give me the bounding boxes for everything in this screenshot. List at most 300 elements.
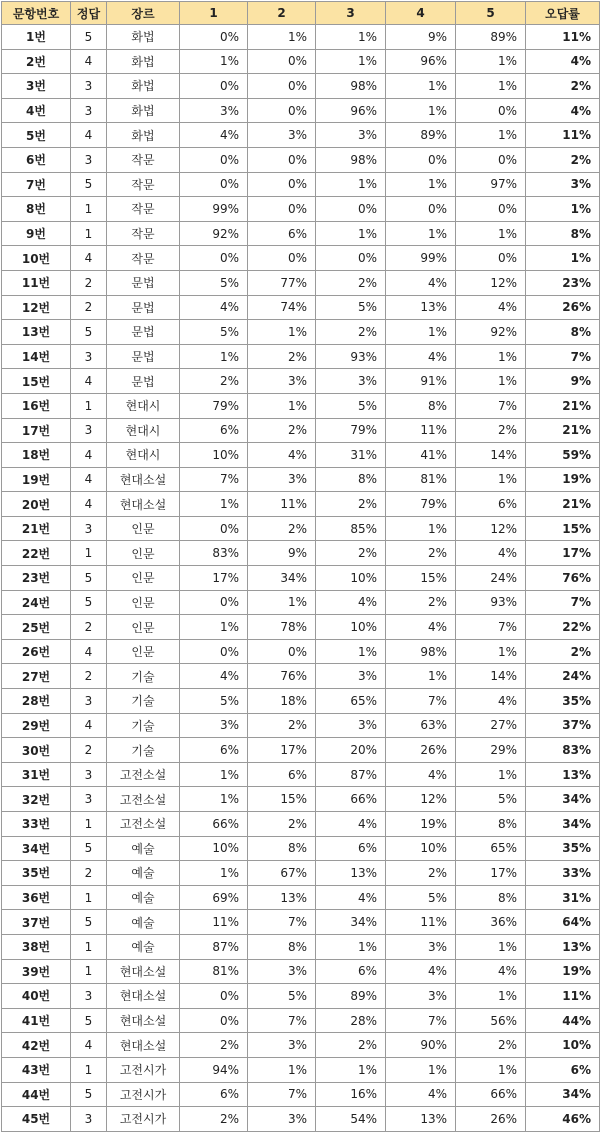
choice-2-rate: 1% xyxy=(248,320,316,345)
choice-3-rate: 2% xyxy=(316,492,386,517)
genre-cell: 현대소설 xyxy=(107,1033,180,1058)
error-rate: 37% xyxy=(526,713,600,738)
choice-2-rate: 3% xyxy=(248,123,316,148)
choice-5-rate: 4% xyxy=(456,295,526,320)
genre-cell: 현대소설 xyxy=(107,959,180,984)
answer-cell: 2 xyxy=(71,270,107,295)
question-number: 31번 xyxy=(2,762,71,787)
header-choice-1: 1 xyxy=(180,2,248,25)
choice-3-rate: 66% xyxy=(316,787,386,812)
genre-cell: 현대시 xyxy=(107,443,180,468)
header-question-number: 문항번호 xyxy=(2,2,71,25)
answer-cell: 5 xyxy=(71,1008,107,1033)
error-rate: 21% xyxy=(526,418,600,443)
question-number: 24번 xyxy=(2,590,71,615)
header-choice-2: 2 xyxy=(248,2,316,25)
table-row xyxy=(2,49,600,74)
question-number: 6번 xyxy=(2,147,71,172)
choice-2-rate: 0% xyxy=(248,74,316,99)
table-row xyxy=(2,861,600,886)
choice-2-rate: 2% xyxy=(248,812,316,837)
answer-cell: 1 xyxy=(71,197,107,222)
answer-cell: 1 xyxy=(71,812,107,837)
choice-4-rate: 26% xyxy=(386,738,456,763)
question-number: 21번 xyxy=(2,516,71,541)
genre-cell: 인문 xyxy=(107,639,180,664)
error-rate: 83% xyxy=(526,738,600,763)
question-number: 45번 xyxy=(2,1107,71,1132)
genre-cell: 작문 xyxy=(107,147,180,172)
question-number: 37번 xyxy=(2,910,71,935)
choice-3-rate: 0% xyxy=(316,246,386,271)
choice-2-rate: 2% xyxy=(248,344,316,369)
error-rate: 1% xyxy=(526,197,600,222)
choice-2-rate: 3% xyxy=(248,1107,316,1132)
answer-cell: 1 xyxy=(71,393,107,418)
choice-2-rate: 1% xyxy=(248,1057,316,1082)
choice-4-rate: 4% xyxy=(386,959,456,984)
header-genre: 장르 xyxy=(107,2,180,25)
table-row xyxy=(2,270,600,295)
table-row xyxy=(2,885,600,910)
choice-4-rate: 3% xyxy=(386,934,456,959)
choice-2-rate: 2% xyxy=(248,418,316,443)
answer-cell: 3 xyxy=(71,147,107,172)
answer-cell: 3 xyxy=(71,1107,107,1132)
choice-5-rate: 1% xyxy=(456,762,526,787)
question-number: 8번 xyxy=(2,197,71,222)
choice-5-rate: 4% xyxy=(456,541,526,566)
error-rate: 11% xyxy=(526,984,600,1009)
choice-5-rate: 36% xyxy=(456,910,526,935)
choice-2-rate: 0% xyxy=(248,172,316,197)
genre-cell: 작문 xyxy=(107,172,180,197)
table-row xyxy=(2,1082,600,1107)
answer-cell: 1 xyxy=(71,1057,107,1082)
choice-1-rate: 92% xyxy=(180,221,248,246)
choice-4-rate: 1% xyxy=(386,74,456,99)
genre-cell: 작문 xyxy=(107,197,180,222)
table-row xyxy=(2,418,600,443)
choice-5-rate: 4% xyxy=(456,689,526,714)
question-number: 35번 xyxy=(2,861,71,886)
header-choice-5: 5 xyxy=(456,2,526,25)
choice-3-rate: 2% xyxy=(316,1033,386,1058)
answer-cell: 4 xyxy=(71,49,107,74)
choice-4-rate: 3% xyxy=(386,984,456,1009)
genre-cell: 현대소설 xyxy=(107,492,180,517)
choice-5-rate: 8% xyxy=(456,885,526,910)
table-row xyxy=(2,320,600,345)
choice-1-rate: 2% xyxy=(180,369,248,394)
error-rate: 33% xyxy=(526,861,600,886)
choice-4-rate: 4% xyxy=(386,270,456,295)
choice-3-rate: 1% xyxy=(316,221,386,246)
error-rate: 10% xyxy=(526,1033,600,1058)
table-row xyxy=(2,959,600,984)
choice-3-rate: 1% xyxy=(316,1057,386,1082)
genre-cell: 문법 xyxy=(107,295,180,320)
answer-cell: 5 xyxy=(71,25,107,50)
genre-cell: 기술 xyxy=(107,664,180,689)
table-row xyxy=(2,123,600,148)
choice-4-rate: 1% xyxy=(386,320,456,345)
answer-cell: 3 xyxy=(71,762,107,787)
choice-1-rate: 4% xyxy=(180,123,248,148)
choice-1-rate: 81% xyxy=(180,959,248,984)
choice-3-rate: 54% xyxy=(316,1107,386,1132)
genre-cell: 예술 xyxy=(107,861,180,886)
choice-2-rate: 77% xyxy=(248,270,316,295)
answer-cell: 4 xyxy=(71,246,107,271)
choice-2-rate: 3% xyxy=(248,467,316,492)
question-number: 33번 xyxy=(2,812,71,837)
choice-1-rate: 1% xyxy=(180,492,248,517)
choice-2-rate: 11% xyxy=(248,492,316,517)
question-number: 14번 xyxy=(2,344,71,369)
genre-cell: 문법 xyxy=(107,320,180,345)
choice-4-rate: 90% xyxy=(386,1033,456,1058)
choice-5-rate: 14% xyxy=(456,664,526,689)
choice-1-rate: 79% xyxy=(180,393,248,418)
choice-1-rate: 94% xyxy=(180,1057,248,1082)
choice-2-rate: 0% xyxy=(248,246,316,271)
table-row xyxy=(2,762,600,787)
choice-5-rate: 0% xyxy=(456,98,526,123)
choice-5-rate: 66% xyxy=(456,1082,526,1107)
choice-4-rate: 7% xyxy=(386,1008,456,1033)
answer-rate-table xyxy=(1,1,600,1132)
choice-1-rate: 10% xyxy=(180,443,248,468)
choice-3-rate: 5% xyxy=(316,295,386,320)
table-row xyxy=(2,639,600,664)
choice-3-rate: 85% xyxy=(316,516,386,541)
choice-4-rate: 1% xyxy=(386,1057,456,1082)
choice-4-rate: 1% xyxy=(386,516,456,541)
choice-3-rate: 0% xyxy=(316,197,386,222)
choice-4-rate: 0% xyxy=(386,197,456,222)
answer-cell: 2 xyxy=(71,664,107,689)
choice-5-rate: 1% xyxy=(456,49,526,74)
table-row xyxy=(2,492,600,517)
choice-5-rate: 29% xyxy=(456,738,526,763)
genre-cell: 현대소설 xyxy=(107,1008,180,1033)
choice-1-rate: 3% xyxy=(180,98,248,123)
answer-cell: 5 xyxy=(71,910,107,935)
choice-5-rate: 5% xyxy=(456,787,526,812)
choice-4-rate: 4% xyxy=(386,762,456,787)
table-row xyxy=(2,541,600,566)
answer-cell: 5 xyxy=(71,590,107,615)
genre-cell: 문법 xyxy=(107,270,180,295)
choice-5-rate: 89% xyxy=(456,25,526,50)
answer-cell: 5 xyxy=(71,836,107,861)
table-row xyxy=(2,467,600,492)
answer-cell: 5 xyxy=(71,1082,107,1107)
choice-2-rate: 2% xyxy=(248,516,316,541)
error-rate: 22% xyxy=(526,615,600,640)
choice-4-rate: 41% xyxy=(386,443,456,468)
error-rate: 6% xyxy=(526,1057,600,1082)
choice-4-rate: 96% xyxy=(386,49,456,74)
choice-3-rate: 98% xyxy=(316,147,386,172)
choice-2-rate: 6% xyxy=(248,762,316,787)
question-number: 29번 xyxy=(2,713,71,738)
error-rate: 2% xyxy=(526,639,600,664)
choice-3-rate: 96% xyxy=(316,98,386,123)
question-number: 11번 xyxy=(2,270,71,295)
choice-1-rate: 1% xyxy=(180,762,248,787)
choice-5-rate: 14% xyxy=(456,443,526,468)
choice-5-rate: 12% xyxy=(456,516,526,541)
question-number: 5번 xyxy=(2,123,71,148)
choice-2-rate: 1% xyxy=(248,25,316,50)
error-rate: 8% xyxy=(526,320,600,345)
error-rate: 7% xyxy=(526,590,600,615)
genre-cell: 고전시가 xyxy=(107,1057,180,1082)
choice-4-rate: 19% xyxy=(386,812,456,837)
table-row xyxy=(2,295,600,320)
error-rate: 11% xyxy=(526,123,600,148)
choice-5-rate: 17% xyxy=(456,861,526,886)
choice-2-rate: 67% xyxy=(248,861,316,886)
genre-cell: 현대시 xyxy=(107,393,180,418)
choice-4-rate: 5% xyxy=(386,885,456,910)
question-number: 17번 xyxy=(2,418,71,443)
choice-4-rate: 63% xyxy=(386,713,456,738)
choice-3-rate: 31% xyxy=(316,443,386,468)
choice-2-rate: 6% xyxy=(248,221,316,246)
choice-5-rate: 97% xyxy=(456,172,526,197)
choice-1-rate: 6% xyxy=(180,738,248,763)
choice-5-rate: 1% xyxy=(456,1057,526,1082)
genre-cell: 인문 xyxy=(107,541,180,566)
choice-2-rate: 3% xyxy=(248,959,316,984)
choice-4-rate: 9% xyxy=(386,25,456,50)
table-row xyxy=(2,1107,600,1132)
choice-1-rate: 0% xyxy=(180,590,248,615)
question-number: 12번 xyxy=(2,295,71,320)
choice-3-rate: 6% xyxy=(316,959,386,984)
genre-cell: 현대소설 xyxy=(107,467,180,492)
table-row xyxy=(2,221,600,246)
table-row xyxy=(2,664,600,689)
choice-4-rate: 2% xyxy=(386,861,456,886)
choice-2-rate: 1% xyxy=(248,590,316,615)
error-rate: 21% xyxy=(526,492,600,517)
choice-1-rate: 0% xyxy=(180,74,248,99)
table-row xyxy=(2,812,600,837)
choice-5-rate: 7% xyxy=(456,615,526,640)
choice-3-rate: 1% xyxy=(316,639,386,664)
choice-1-rate: 4% xyxy=(180,664,248,689)
choice-1-rate: 2% xyxy=(180,1033,248,1058)
choice-3-rate: 10% xyxy=(316,566,386,591)
table-row xyxy=(2,1057,600,1082)
choice-1-rate: 10% xyxy=(180,836,248,861)
genre-cell: 화법 xyxy=(107,25,180,50)
choice-4-rate: 79% xyxy=(386,492,456,517)
choice-3-rate: 5% xyxy=(316,393,386,418)
table-row xyxy=(2,1008,600,1033)
header-row xyxy=(2,2,600,25)
choice-1-rate: 1% xyxy=(180,49,248,74)
choice-5-rate: 4% xyxy=(456,959,526,984)
choice-5-rate: 8% xyxy=(456,812,526,837)
table-row xyxy=(2,787,600,812)
answer-cell: 2 xyxy=(71,861,107,886)
choice-2-rate: 0% xyxy=(248,197,316,222)
error-rate: 11% xyxy=(526,25,600,50)
header-choice-3: 3 xyxy=(316,2,386,25)
genre-cell: 인문 xyxy=(107,516,180,541)
choice-5-rate: 2% xyxy=(456,418,526,443)
choice-3-rate: 87% xyxy=(316,762,386,787)
choice-3-rate: 65% xyxy=(316,689,386,714)
choice-5-rate: 1% xyxy=(456,74,526,99)
choice-1-rate: 4% xyxy=(180,295,248,320)
question-number: 42번 xyxy=(2,1033,71,1058)
table-row xyxy=(2,934,600,959)
choice-5-rate: 1% xyxy=(456,221,526,246)
answer-cell: 4 xyxy=(71,369,107,394)
choice-1-rate: 1% xyxy=(180,787,248,812)
question-number: 28번 xyxy=(2,689,71,714)
choice-3-rate: 98% xyxy=(316,74,386,99)
choice-5-rate: 12% xyxy=(456,270,526,295)
table-row xyxy=(2,147,600,172)
table-row xyxy=(2,98,600,123)
choice-2-rate: 76% xyxy=(248,664,316,689)
choice-5-rate: 26% xyxy=(456,1107,526,1132)
choice-5-rate: 1% xyxy=(456,369,526,394)
choice-3-rate: 2% xyxy=(316,320,386,345)
error-rate: 17% xyxy=(526,541,600,566)
choice-4-rate: 15% xyxy=(386,566,456,591)
answer-cell: 4 xyxy=(71,713,107,738)
genre-cell: 문법 xyxy=(107,369,180,394)
choice-3-rate: 16% xyxy=(316,1082,386,1107)
choice-3-rate: 3% xyxy=(316,664,386,689)
genre-cell: 현대소설 xyxy=(107,984,180,1009)
question-number: 7번 xyxy=(2,172,71,197)
answer-cell: 3 xyxy=(71,418,107,443)
choice-3-rate: 3% xyxy=(316,369,386,394)
table-row xyxy=(2,738,600,763)
table-row xyxy=(2,246,600,271)
choice-4-rate: 1% xyxy=(386,172,456,197)
choice-1-rate: 1% xyxy=(180,861,248,886)
choice-1-rate: 17% xyxy=(180,566,248,591)
choice-1-rate: 0% xyxy=(180,639,248,664)
choice-3-rate: 10% xyxy=(316,615,386,640)
choice-3-rate: 1% xyxy=(316,49,386,74)
table-row xyxy=(2,25,600,50)
genre-cell: 고전소설 xyxy=(107,812,180,837)
question-number: 3번 xyxy=(2,74,71,99)
choice-3-rate: 4% xyxy=(316,590,386,615)
genre-cell: 현대시 xyxy=(107,418,180,443)
choice-1-rate: 0% xyxy=(180,147,248,172)
choice-3-rate: 34% xyxy=(316,910,386,935)
answer-cell: 2 xyxy=(71,738,107,763)
table-row xyxy=(2,984,600,1009)
question-number: 16번 xyxy=(2,393,71,418)
choice-1-rate: 1% xyxy=(180,344,248,369)
choice-1-rate: 2% xyxy=(180,1107,248,1132)
answer-cell: 5 xyxy=(71,566,107,591)
question-number: 32번 xyxy=(2,787,71,812)
error-rate: 2% xyxy=(526,147,600,172)
choice-3-rate: 20% xyxy=(316,738,386,763)
choice-1-rate: 5% xyxy=(180,689,248,714)
choice-2-rate: 5% xyxy=(248,984,316,1009)
choice-1-rate: 99% xyxy=(180,197,248,222)
choice-5-rate: 1% xyxy=(456,344,526,369)
choice-3-rate: 28% xyxy=(316,1008,386,1033)
question-number: 43번 xyxy=(2,1057,71,1082)
error-rate: 1% xyxy=(526,246,600,271)
question-number: 26번 xyxy=(2,639,71,664)
choice-1-rate: 0% xyxy=(180,1008,248,1033)
genre-cell: 예술 xyxy=(107,836,180,861)
answer-cell: 2 xyxy=(71,295,107,320)
error-rate: 19% xyxy=(526,467,600,492)
choice-3-rate: 3% xyxy=(316,713,386,738)
choice-2-rate: 1% xyxy=(248,393,316,418)
error-rate: 2% xyxy=(526,74,600,99)
choice-1-rate: 3% xyxy=(180,713,248,738)
choice-3-rate: 93% xyxy=(316,344,386,369)
choice-3-rate: 1% xyxy=(316,172,386,197)
table-row xyxy=(2,443,600,468)
question-number: 15번 xyxy=(2,369,71,394)
question-number: 9번 xyxy=(2,221,71,246)
choice-2-rate: 18% xyxy=(248,689,316,714)
genre-cell: 예술 xyxy=(107,885,180,910)
question-number: 27번 xyxy=(2,664,71,689)
choice-2-rate: 8% xyxy=(248,934,316,959)
choice-5-rate: 0% xyxy=(456,147,526,172)
error-rate: 35% xyxy=(526,689,600,714)
choice-5-rate: 1% xyxy=(456,467,526,492)
choice-1-rate: 11% xyxy=(180,910,248,935)
choice-2-rate: 7% xyxy=(248,910,316,935)
choice-4-rate: 81% xyxy=(386,467,456,492)
choice-2-rate: 7% xyxy=(248,1008,316,1033)
genre-cell: 문법 xyxy=(107,344,180,369)
choice-3-rate: 1% xyxy=(316,25,386,50)
answer-cell: 3 xyxy=(71,689,107,714)
error-rate: 13% xyxy=(526,934,600,959)
choice-3-rate: 79% xyxy=(316,418,386,443)
choice-4-rate: 4% xyxy=(386,1082,456,1107)
choice-4-rate: 8% xyxy=(386,393,456,418)
choice-3-rate: 2% xyxy=(316,270,386,295)
table-row xyxy=(2,689,600,714)
choice-4-rate: 2% xyxy=(386,590,456,615)
error-rate: 9% xyxy=(526,369,600,394)
error-rate: 4% xyxy=(526,49,600,74)
answer-cell: 5 xyxy=(71,320,107,345)
choice-3-rate: 2% xyxy=(316,541,386,566)
table-row xyxy=(2,197,600,222)
choice-2-rate: 0% xyxy=(248,49,316,74)
choice-3-rate: 6% xyxy=(316,836,386,861)
error-rate: 35% xyxy=(526,836,600,861)
choice-1-rate: 5% xyxy=(180,320,248,345)
question-number: 44번 xyxy=(2,1082,71,1107)
